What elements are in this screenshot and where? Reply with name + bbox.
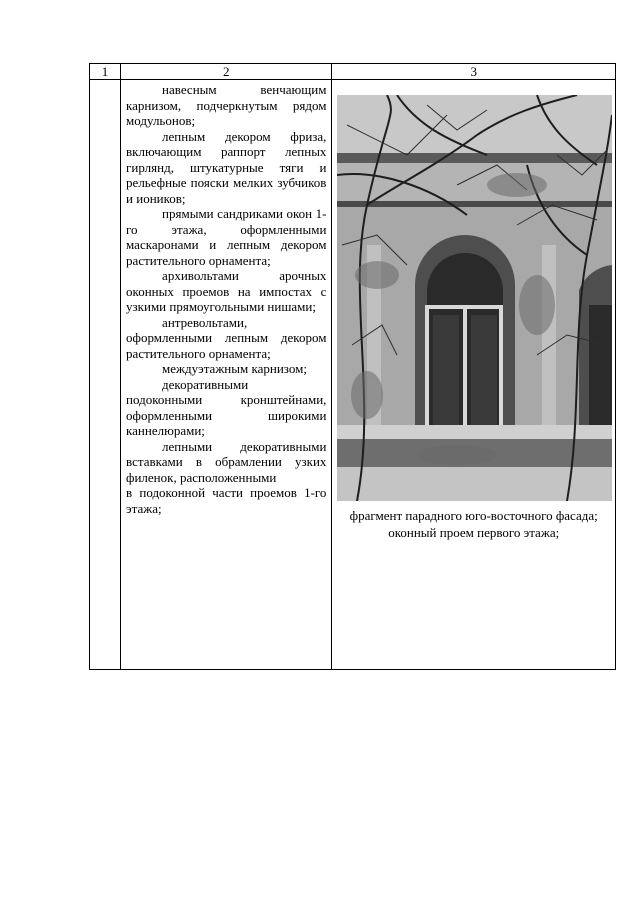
description-cell bbox=[121, 80, 332, 670]
table-header-row bbox=[90, 64, 616, 80]
column-header-3: 3 bbox=[332, 64, 616, 80]
description-item: междуэтажным карнизом; bbox=[162, 361, 307, 376]
column-header-2: 2 bbox=[121, 64, 332, 80]
heritage-table bbox=[89, 63, 616, 670]
description-item: навесным венчающим карнизом, подчеркнутым рядом модульонов; bbox=[126, 82, 327, 128]
description-item: архивольтами арочных оконных проемов на импостах с узкими прямоугольными нишами; bbox=[126, 268, 327, 314]
photo-caption: фрагмент парадного юго-восточного фасада; оконный проем первого этажа; bbox=[349, 508, 598, 540]
table-row bbox=[90, 80, 616, 670]
index-cell bbox=[90, 80, 121, 670]
column-header-1: 1 bbox=[90, 64, 121, 80]
description-item: в подоконной части проемов 1-го этажа; bbox=[126, 485, 327, 516]
facade-window-photo bbox=[337, 95, 612, 501]
description-item: прямыми сандриками окон 1-го этажа, оформленными маскаронами и лепным декором растительного орнамента; bbox=[126, 206, 327, 268]
description-item: антревольтами, оформленными лепным декором растительного орнамента; bbox=[126, 314, 327, 361]
photo-cell bbox=[332, 80, 616, 670]
description-item: лепным декором фриза, включающим раппорт лепных гирлянд, штукатурные тяги и рельефные пояски мелких зубчиков и иоников; bbox=[126, 128, 327, 206]
description-item: декоративными подоконными кронштейнами, оформленными широкими каннелюрами; bbox=[126, 376, 327, 438]
description-item: лепными декоративными вставками в обрамлении узких филенок, расположенными bbox=[126, 438, 327, 485]
